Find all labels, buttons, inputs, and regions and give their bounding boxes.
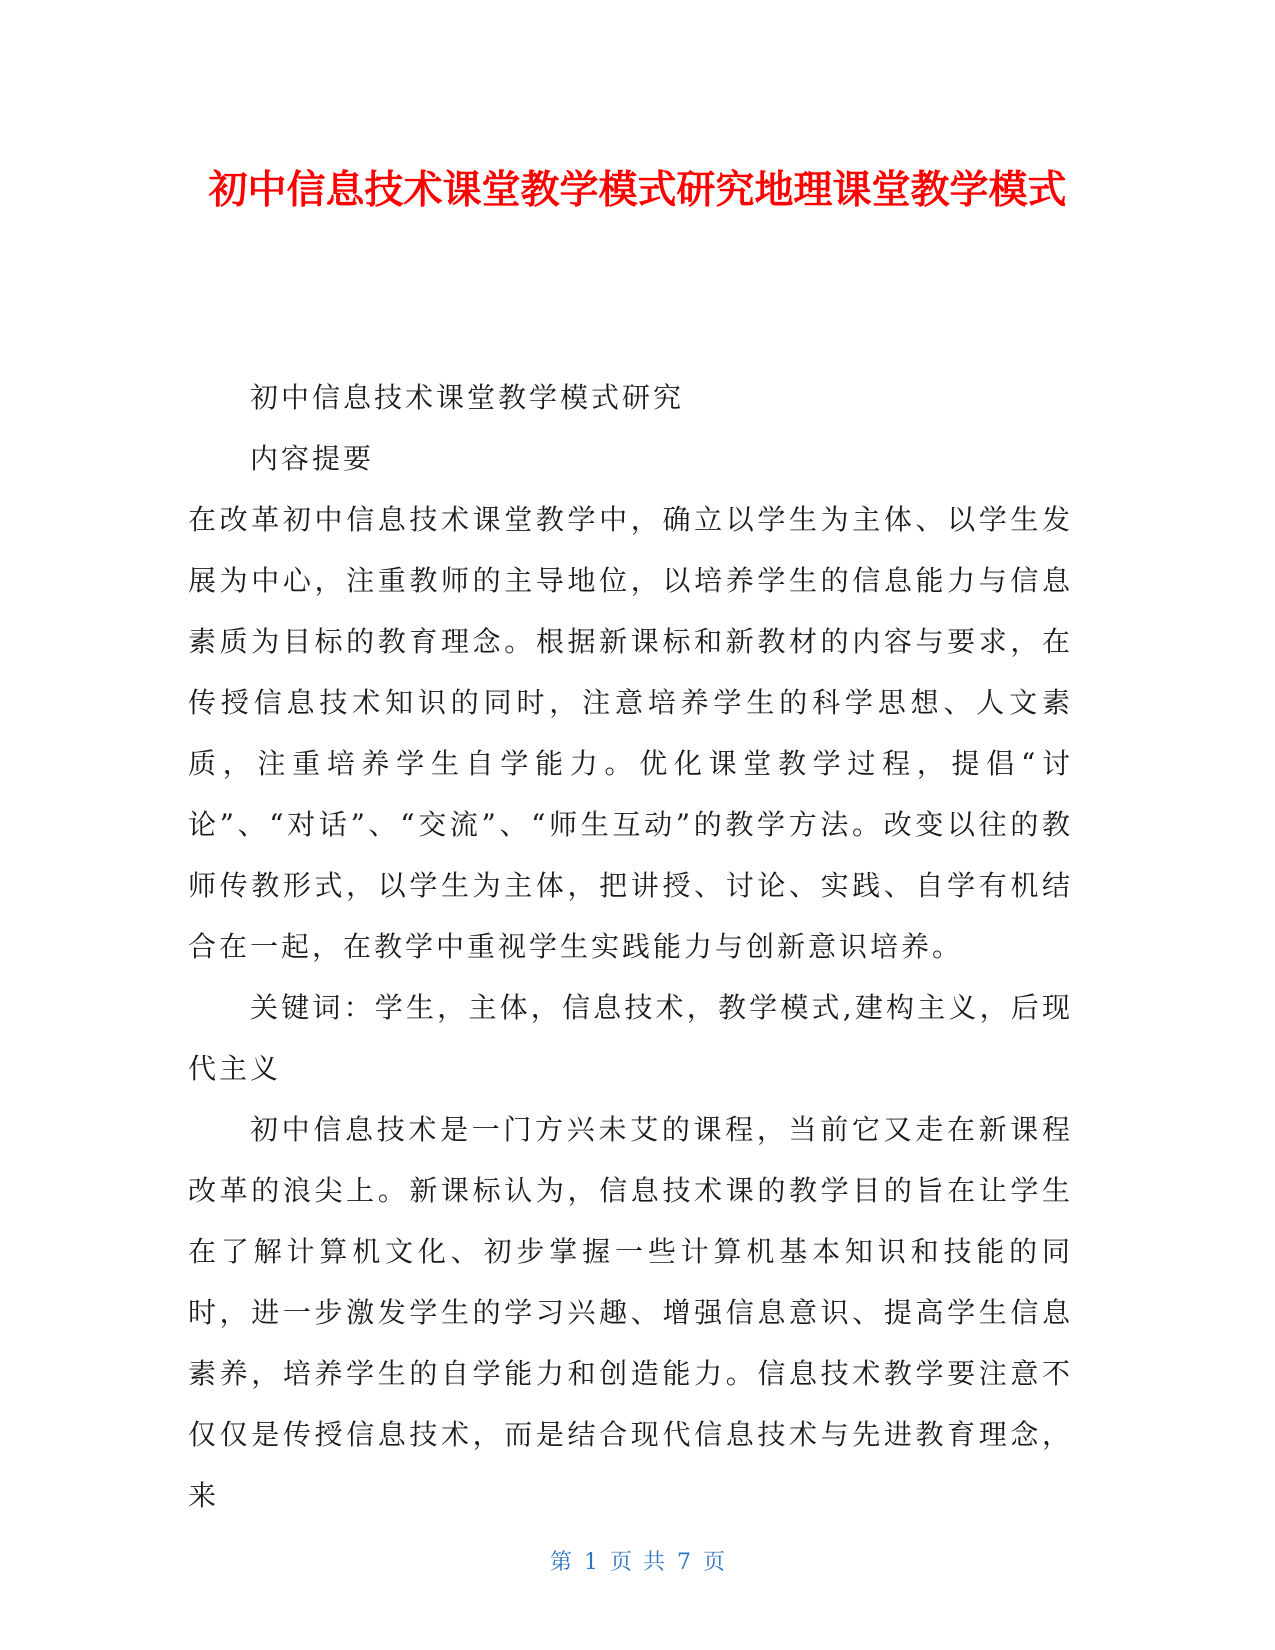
footer-current-page: 1	[584, 1550, 598, 1575]
footer-prefix: 第	[549, 1550, 572, 1575]
paragraph-heading: 初中信息技术课堂教学模式研究	[250, 381, 685, 414]
document-body	[188, 367, 1073, 1526]
footer-mid: 页 共	[610, 1550, 665, 1575]
footer-suffix: 页	[703, 1550, 726, 1575]
footer-total-pages: 7	[677, 1550, 691, 1575]
document-title: 初中信息技术课堂教学模式研究地理课堂教学模式	[208, 168, 1067, 213]
paragraph-keywords: 关键词：学生，主体，信息技术，教学模式,建构主义，后现代主义	[188, 991, 1073, 1085]
paragraph-intro: 初中信息技术是一门方兴未艾的课程，当前它又走在新课程改革的浪尖上。新课标认为，信息技术课的教学目的旨在让学生在了解计算机文化、初步掌握一些计算机基本知识和技能的同时，进一步激发学生的学习兴趣、增强信息意识、提高学生信息素养，培养学生的自学能力和创造能力。信息技术教学要注意不仅仅是传授信息技术，而是结合现代信息技术与先进教育理念，来	[188, 1113, 1073, 1512]
paragraph-abstract: 在改革初中信息技术课堂教学中，确立以学生为主体、以学生发展为中心，注重教师的主导地位，以培养学生的信息能力与信息素质为目标的教育理念。根据新课标和新教材的内容与要求，在传授信息技术知识的同时，注意培养学生的科学思想、人文素质，注重培养学生自学能力。优化课堂教学过程，提倡“讨论”、“对话”、“交流”、“师生互动”的教学方法。改变以往的教师传教形式，以学生为主体，把讲授、讨论、实践、自学有机结合在一起，在教学中重视学生实践能力与创新意识培养。	[188, 503, 1073, 963]
page-footer	[0, 1548, 1275, 1578]
paragraph-abstract-label: 内容提要	[250, 442, 375, 475]
